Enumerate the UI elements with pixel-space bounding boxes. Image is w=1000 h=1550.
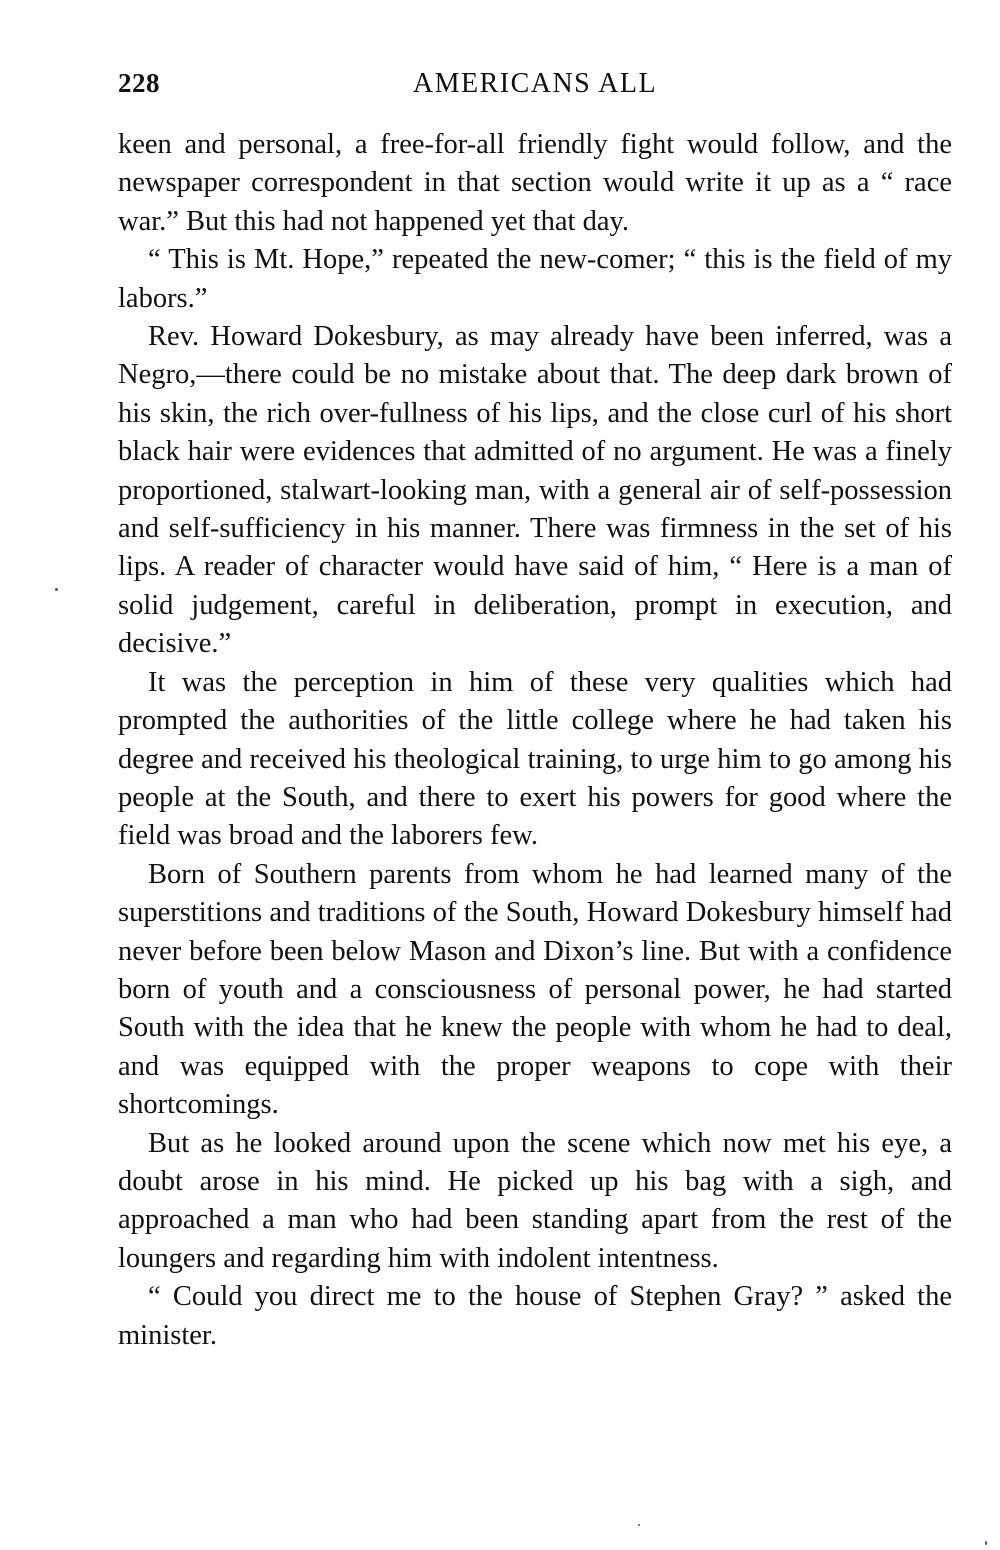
paragraph: keen and personal, a free-for-all friendly fight would follow, and the newspaper correspondent in that section would write it up as a “ race war.” But this had not happened yet that day. xyxy=(118,129,952,237)
paragraph: Rev. Howard Dokesbury, as may already have been inferred, was a Negro,—there could be no mistake about that. The deep dark brown of his skin, the rich over-fullness of his lips, and the close curl of his short black hair were evidences that admitted of no argument. He was a finely proportioned, stalwart-looking man, with a general air of self-possession and self-sufficiency in his manner. There was firmness in the set of his lips. A reader of character would have said of him, “ Here is a man of solid judgement, careful in deliberation, prompt in execution, and decisive.” xyxy=(118,321,952,660)
running-title: AMERICANS ALL xyxy=(412,68,658,99)
scan-speck xyxy=(55,588,58,591)
paragraph: “ This is Mt. Hope,” repeated the new-comer; “ this is the field of my labors.” xyxy=(118,244,952,314)
paragraph: But as he looked around upon the scene which now met his eye, a doubt arose in his mind. He picked up his bag with a sigh, and approached a man who had been standing apart from the rest of the loungers and regarding him with indolent intentness. xyxy=(118,1127,952,1274)
paragraph: “ Could you direct me to the house of Stephen Gray? ” asked the minister. xyxy=(118,1281,952,1351)
running-head xyxy=(118,68,952,112)
paragraph: It was the perception in him of these very qualities which had prompted the authorities of the little college where he had taken his degree and received his theological training, to urge him to go among his people at the South, and there to exert his powers for good where the field was broad and the laborers few. xyxy=(118,666,952,852)
body-text xyxy=(118,126,952,1355)
page-number: 228 xyxy=(118,68,160,98)
scan-speck xyxy=(985,1541,987,1545)
scan-speck xyxy=(638,1524,640,1526)
paragraph: Born of Southern parents from whom he had learned many of the superstitions and traditions of the South, Howard Dokesbury himself had never before been below Mason and Dixon’s line. But with a confidence born of youth and a consciousness of personal power, he had started South with the idea that he knew the people with whom he had to deal, and was equipped with the proper weapons to cope with their shortcomings. xyxy=(118,858,952,1121)
